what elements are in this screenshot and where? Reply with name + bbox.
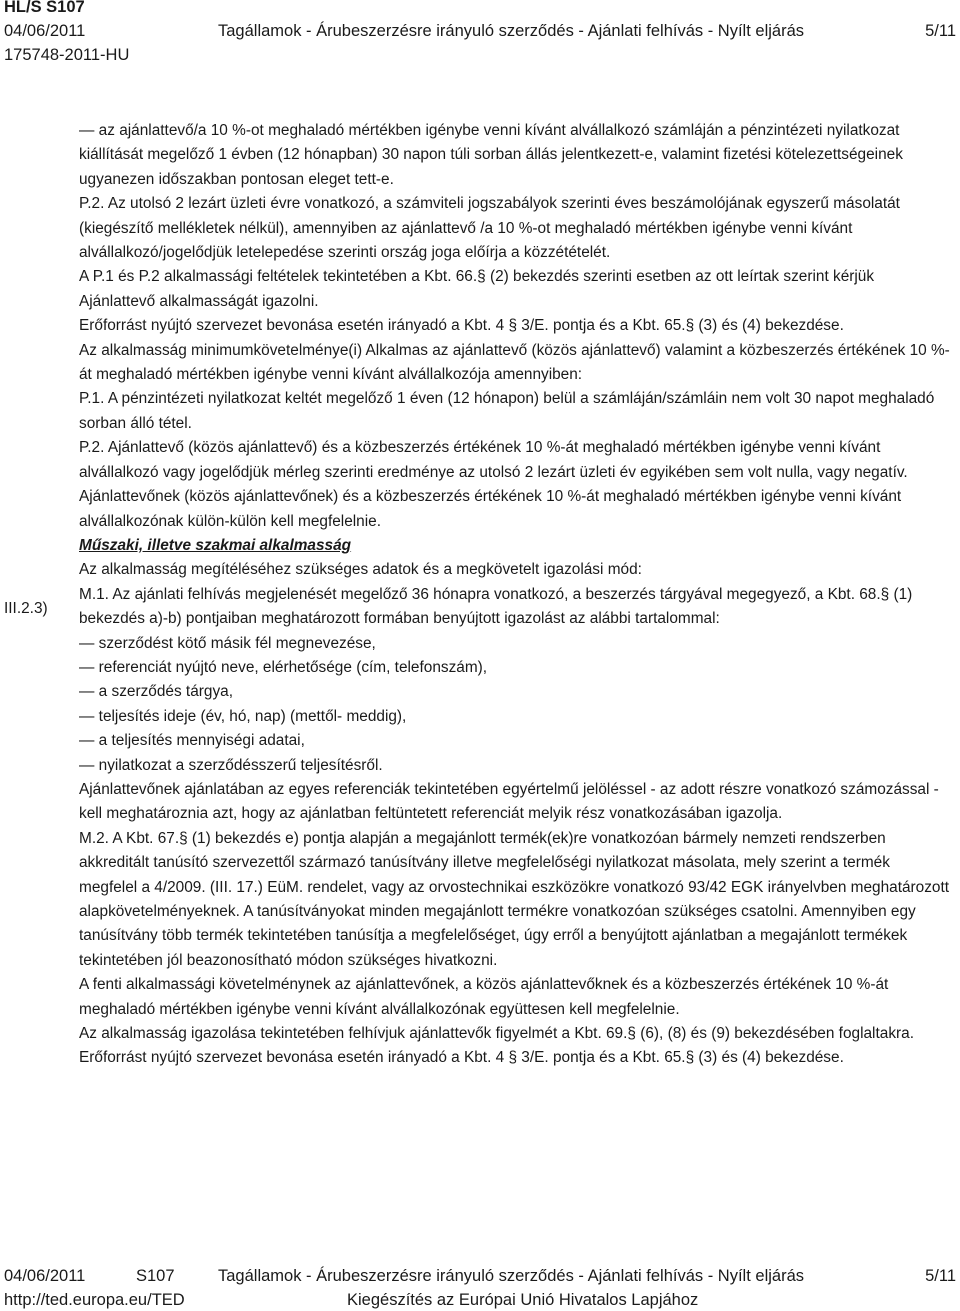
paragraph: — az ajánlattevő/a 10 %-ot meghaladó mértékben igénybe venni kívánt alvállalkozó számláján a pénzintézeti nyilatkozat kiállítását megelőző 1 évben (12 hónapban) 30 napon túli sorban állás jelentkezett-e, valamint fizetési kötelezettségeinek ugyanezen időszakban pontosan eleget tett-e. (79, 122, 903, 188)
footer-series: S107 (136, 1267, 175, 1285)
paragraph: A P.1 és P.2 alkalmassági feltételek tekintetében a Kbt. 66.§ (2) bekezdés szerinti esetben az ott leírtak szerint kérjük Ajánlattevő alkalmasságát igazolni. (79, 268, 875, 310)
paragraph: Az alkalmasság minimumkövetelménye(i) Alkalmas az ajánlattevő (közös ajánlattevő) valamint a közbeszerzés értékének 10 %-át meghaladó mértékben igénybe venni kívánt alvállalkozója amennyiben: (79, 341, 950, 384)
list-item: — nyilatkozat a szerződésszerű teljesítésről. (79, 756, 383, 774)
footer-line-2 (4, 1290, 956, 1310)
list-item: — a teljesítés mennyiségi adatai, (79, 732, 305, 750)
paragraph: Az alkalmasság igazolása tekintetében felhívjuk ajánlattevők figyelmét a Kbt. 69.§ (6), (8) és (9) bekezdésében foglaltakra. (79, 1025, 914, 1043)
header-line-1 (4, 0, 956, 17)
list-item: — szerződést kötő másik fél megnevezése, (79, 634, 376, 652)
header-page: 5/11 (925, 22, 956, 40)
paragraph: M.1. Az ajánlati felhívás megjelenését megelőző 36 hónapra vonatkozó, a beszerzés tárgyával megegyező, a Kbt. 68.§ (1) bekezdés a)-b) pontjaiban meghatározott formában benyújtott igazolást az alábbi tartalommal: (79, 585, 913, 628)
paragraph: Az alkalmasság megítéléséhez szükséges adatok és a megkövetelt igazolási mód: (79, 561, 642, 579)
paragraph: Erőforrást nyújtó szervezet bevonása esetén irányadó a Kbt. 4 § 3/E. pontja és a Kbt. 65.§ (3) és (4) bekezdése. (79, 317, 844, 335)
footer-date: 04/06/2011 (4, 1267, 86, 1285)
section-title: Műszaki, illetve szakmai alkalmasság (79, 536, 352, 554)
paragraph: A fenti alkalmassági követelménynek az ajánlattevőnek, a közös ajánlattevőknek és a közbeszerzés értékének 10 %-át meghaladó mértékben igénybe venni kívánt alvállalkozónak együttesen kell megfelelnie. (79, 976, 889, 1018)
header-line-3 (4, 45, 956, 65)
doc-id: HL/S S107 (4, 0, 85, 16)
paragraph: Erőforrást nyújtó szervezet bevonása esetén irányadó a Kbt. 4 § 3/E. pontja és a Kbt. 65.§ (3) és (4) bekezdése. (79, 1049, 844, 1067)
header-date: 04/06/2011 (4, 22, 86, 40)
footer-page: 5/11 (925, 1267, 956, 1285)
paragraph: P.1. A pénzintézeti nyilatkozat keltét megelőző 1 éven (12 hónapon) belül a számláján/számláin nem volt 30 napot meghaladó sorban álló tétel. (79, 390, 935, 432)
paragraph: Ajánlattevőnek (közös ajánlattevőnek) és a közbeszerzés értékének 10 %-át meghaladó mértékben igénybe venni kívánt alvállalkozónak külön-külön kell megfelelnie. (79, 488, 902, 530)
notice-number: 175748-2011-HU (4, 46, 130, 64)
list-item: — referenciát nyújtó neve, elérhetősége (cím, telefonszám), (79, 658, 488, 676)
footer-title: Tagállamok - Árubeszerzésre irányuló szerződés - Ajánlati felhívás - Nyílt eljárás (218, 1267, 804, 1285)
footer-line-1 (4, 1266, 956, 1286)
footer-url[interactable]: http://ted.europa.eu/TED (4, 1291, 185, 1309)
header-title: Tagállamok - Árubeszerzésre irányuló szerződés - Ajánlati felhívás - Nyílt eljárás (218, 22, 804, 40)
list-item: — teljesítés ideje (év, hó, nap) (mettől- meddig), (79, 707, 407, 725)
document-body (79, 119, 951, 1071)
paragraph: M.2. A Kbt. 67.§ (1) bekezdés e) pontja alapján a megajánlott termék(ek)re vonatkozóan bármely nemzeti rendszerben akkreditált tanúsító szervezettől származó tanúsítvány illetve megfelelőségi nyilatkozat másolata, mely szerint a termék megfelel a 4/2009. (III. 17.) EüM. rendelet, vagy az orvostechnikai eszközökre vonatkozó 93/42 EGK irányelvben meghatározott alapkövetelményeknek. A tanúsítványokat minden megajánlott termékre vonatkozóan szükséges csatolni. Amennyiben egy tanúsítvány több termék tekintetében tanúsítja a megfelelőséget, úgy erről a benyújtott ajánlatban a megajánlott termékek tekintetében jól beazonosítható módon szükséges hivatkozni. (79, 829, 950, 969)
paragraph: Ajánlattevőnek ajánlatában az egyes referenciák tekintetében egyértelmű jelöléssel - az adott részre vonatkozó számozással - kell meghatároznia azt, hogy az ajánlatban feltüntetett referenciát melyik rész vonatkozásában igazolja. (79, 780, 939, 823)
paragraph: P.2. Az utolsó 2 lezárt üzleti évre vonatkozó, a számviteli jogszabályok szerinti éves beszámolójának egyszerű másolatát (kiegészítő mellékletek nélkül), amennyiben az ajánlattevő /a 10 %-ot meghaladó mértékben igénybe venni kívánt alvállalkozó/jogelődjük letelepedése szerinti ország joga előírja a közzétételét. (79, 195, 900, 262)
paragraph: P.2. Ajánlattevő (közös ajánlattevő) és a közbeszerzés értékének 10 %-át meghaladó mértékben igénybe venni kívánt alvállalkozó vagy jogelődjük mérleg szerinti eredménye az utolsó 2 lezárt üzleti év egyikében sem volt nulla, vagy negatív. (79, 439, 908, 481)
section-number: III.2.3) (4, 600, 48, 617)
header-line-2 (4, 21, 956, 41)
footer-supplement: Kiegészítés az Európai Unió Hivatalos Lapjához (347, 1291, 699, 1309)
list-item: — a szerződés tárgya, (79, 683, 233, 701)
